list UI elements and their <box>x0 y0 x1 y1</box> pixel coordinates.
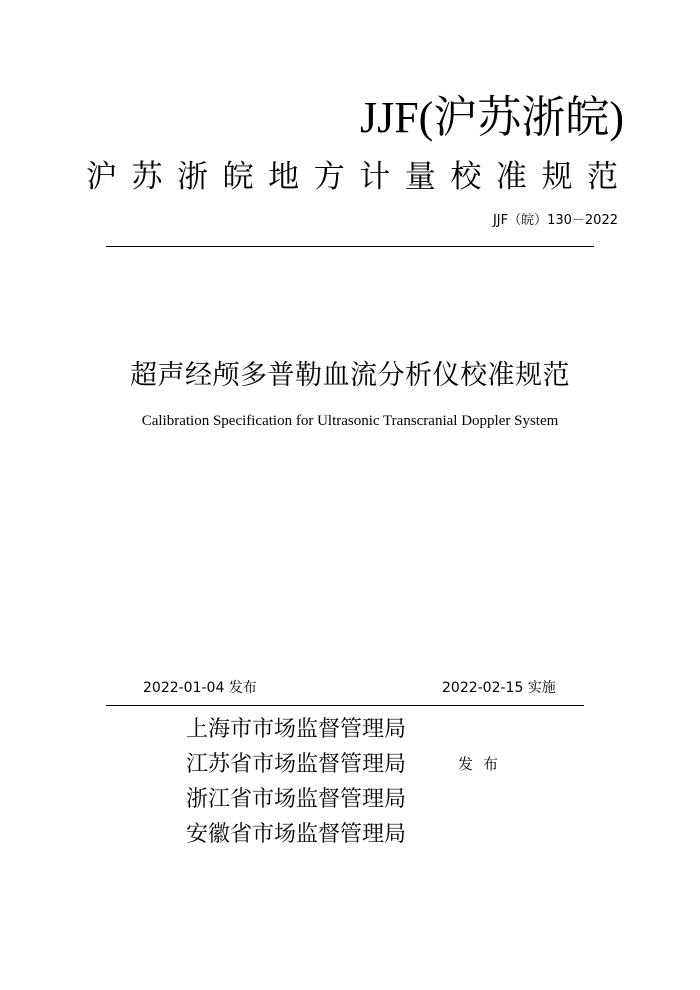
issuer-jiangsu: 江苏省市场监督管理局 <box>186 752 407 777</box>
issuer-shanghai: 上海市市场监督管理局 <box>186 717 407 742</box>
publish-label: 发布 <box>458 755 509 773</box>
document-title-zh: 超声经颅多普勒血流分析仪校准规范 <box>130 360 570 391</box>
issuer-zhejiang: 浙江省市场监督管理局 <box>186 787 407 812</box>
footer-divider <box>106 705 584 706</box>
issuer-anhui: 安徽省市场监督管理局 <box>186 822 407 847</box>
header-divider <box>106 246 594 247</box>
document-title-en: Calibration Specification for Ultrasonic Transcranial Doppler System <box>141 413 559 429</box>
issuer-list <box>186 712 406 852</box>
spec-number: JJF（皖）130－2022 <box>492 213 618 228</box>
standard-category-title: 沪苏浙皖地方计量校准规范 <box>86 159 618 195</box>
standard-code: JJF(沪苏浙皖) <box>359 93 624 142</box>
effective-date: 2022-02-15 实施 <box>442 680 556 696</box>
issue-date: 2022-01-04 发布 <box>143 680 257 696</box>
